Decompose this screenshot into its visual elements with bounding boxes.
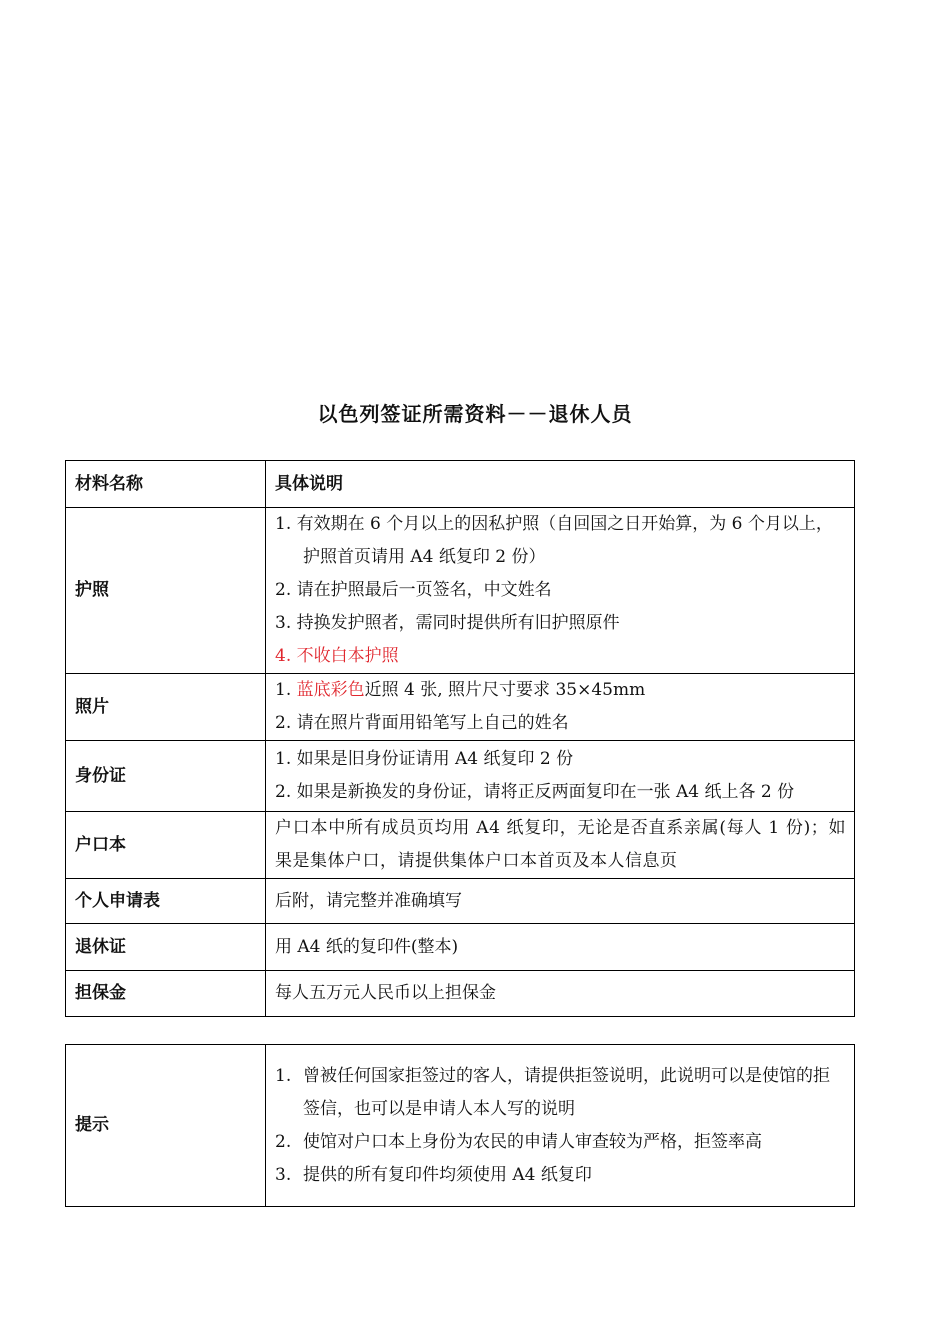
application-label: 个人申请表 [66, 879, 266, 924]
table-header-row [66, 461, 855, 508]
application-details: 后附，请完整并准确填写 [266, 879, 855, 924]
tip-text: 曾被任何国家拒签过的客人，请提供拒签说明，此说明可以是使馆的拒签信，也可以是申请人本人写的说明 [303, 1065, 830, 1119]
idcard-line-1: 1. 如果是旧身份证请用 A4 纸复印 2 份 [275, 749, 574, 769]
retirement-label: 退休证 [66, 924, 266, 971]
tip-text: 提供的所有复印件均须使用 A4 纸复印 [303, 1164, 592, 1185]
header-description: 具体说明 [266, 461, 855, 508]
table-row-retirement [66, 924, 855, 971]
photo-line-1 [275, 674, 846, 707]
passport-line-3: 3. 持换发护照者，需同时提供所有旧护照原件 [275, 613, 620, 633]
requirements-table [65, 460, 855, 1017]
photo-line-1-rest: 近照 4 张, 照片尺寸要求 35×45mm [364, 680, 646, 700]
photo-line-1-prefix: 1. [275, 680, 297, 700]
idcard-label: 身份证 [66, 741, 266, 812]
tip-item [275, 1126, 846, 1159]
passport-line-1: 1. 有效期在 6 个月以上的因私护照（自回国之日开始算，为 6 个月以上，护照首页请用 A4 纸复印 2 份） [275, 514, 833, 567]
page-title: 以色列签证所需资料－－退休人员 [317, 402, 633, 426]
table-row-photo [66, 674, 855, 741]
header-material-name: 材料名称 [66, 461, 266, 508]
tip-number: 3. [275, 1164, 292, 1185]
passport-line-4: 4. 不收白本护照 [275, 646, 399, 666]
table-row-passport [66, 508, 855, 674]
passport-label: 护照 [66, 508, 266, 674]
idcard-line-2: 2. 如果是新换发的身份证，请将正反两面复印在一张 A4 纸上各 2 份 [275, 782, 795, 802]
hukou-details: 户口本中所有成员页均用 A4 纸复印，无论是否直系亲属(每人 1 份)；如果是集体户口，请提供集体户口本首页及本人信息页 [266, 812, 855, 879]
tip-number: 1. [275, 1065, 292, 1086]
tip-item [275, 1159, 846, 1192]
tips-details [266, 1045, 855, 1207]
passport-line-2: 2. 请在护照最后一页签名，中文姓名 [275, 580, 552, 600]
photo-details [266, 674, 855, 741]
photo-color-requirement: 蓝底彩色 [296, 680, 365, 700]
table-row-idcard [66, 741, 855, 812]
table-row-hukou [66, 812, 855, 879]
tips-row [66, 1045, 855, 1207]
idcard-details [266, 741, 855, 812]
tips-label: 提示 [66, 1045, 266, 1207]
table-row-application [66, 879, 855, 924]
passport-details [266, 508, 855, 674]
photo-label: 照片 [66, 674, 266, 741]
tip-item [275, 1060, 846, 1126]
hukou-label: 户口本 [66, 812, 266, 879]
tips-table [65, 1044, 855, 1207]
tip-text: 使馆对户口本上身份为农民的申请人审查较为严格，拒签率高 [303, 1131, 762, 1152]
retirement-details: 用 A4 纸的复印件(整本) [266, 924, 855, 971]
deposit-details: 每人五万元人民币以上担保金 [266, 971, 855, 1017]
table-row-deposit [66, 971, 855, 1017]
tip-number: 2. [275, 1131, 292, 1152]
deposit-label: 担保金 [66, 971, 266, 1017]
photo-line-2: 2. 请在照片背面用铅笔写上自己的姓名 [275, 713, 569, 733]
